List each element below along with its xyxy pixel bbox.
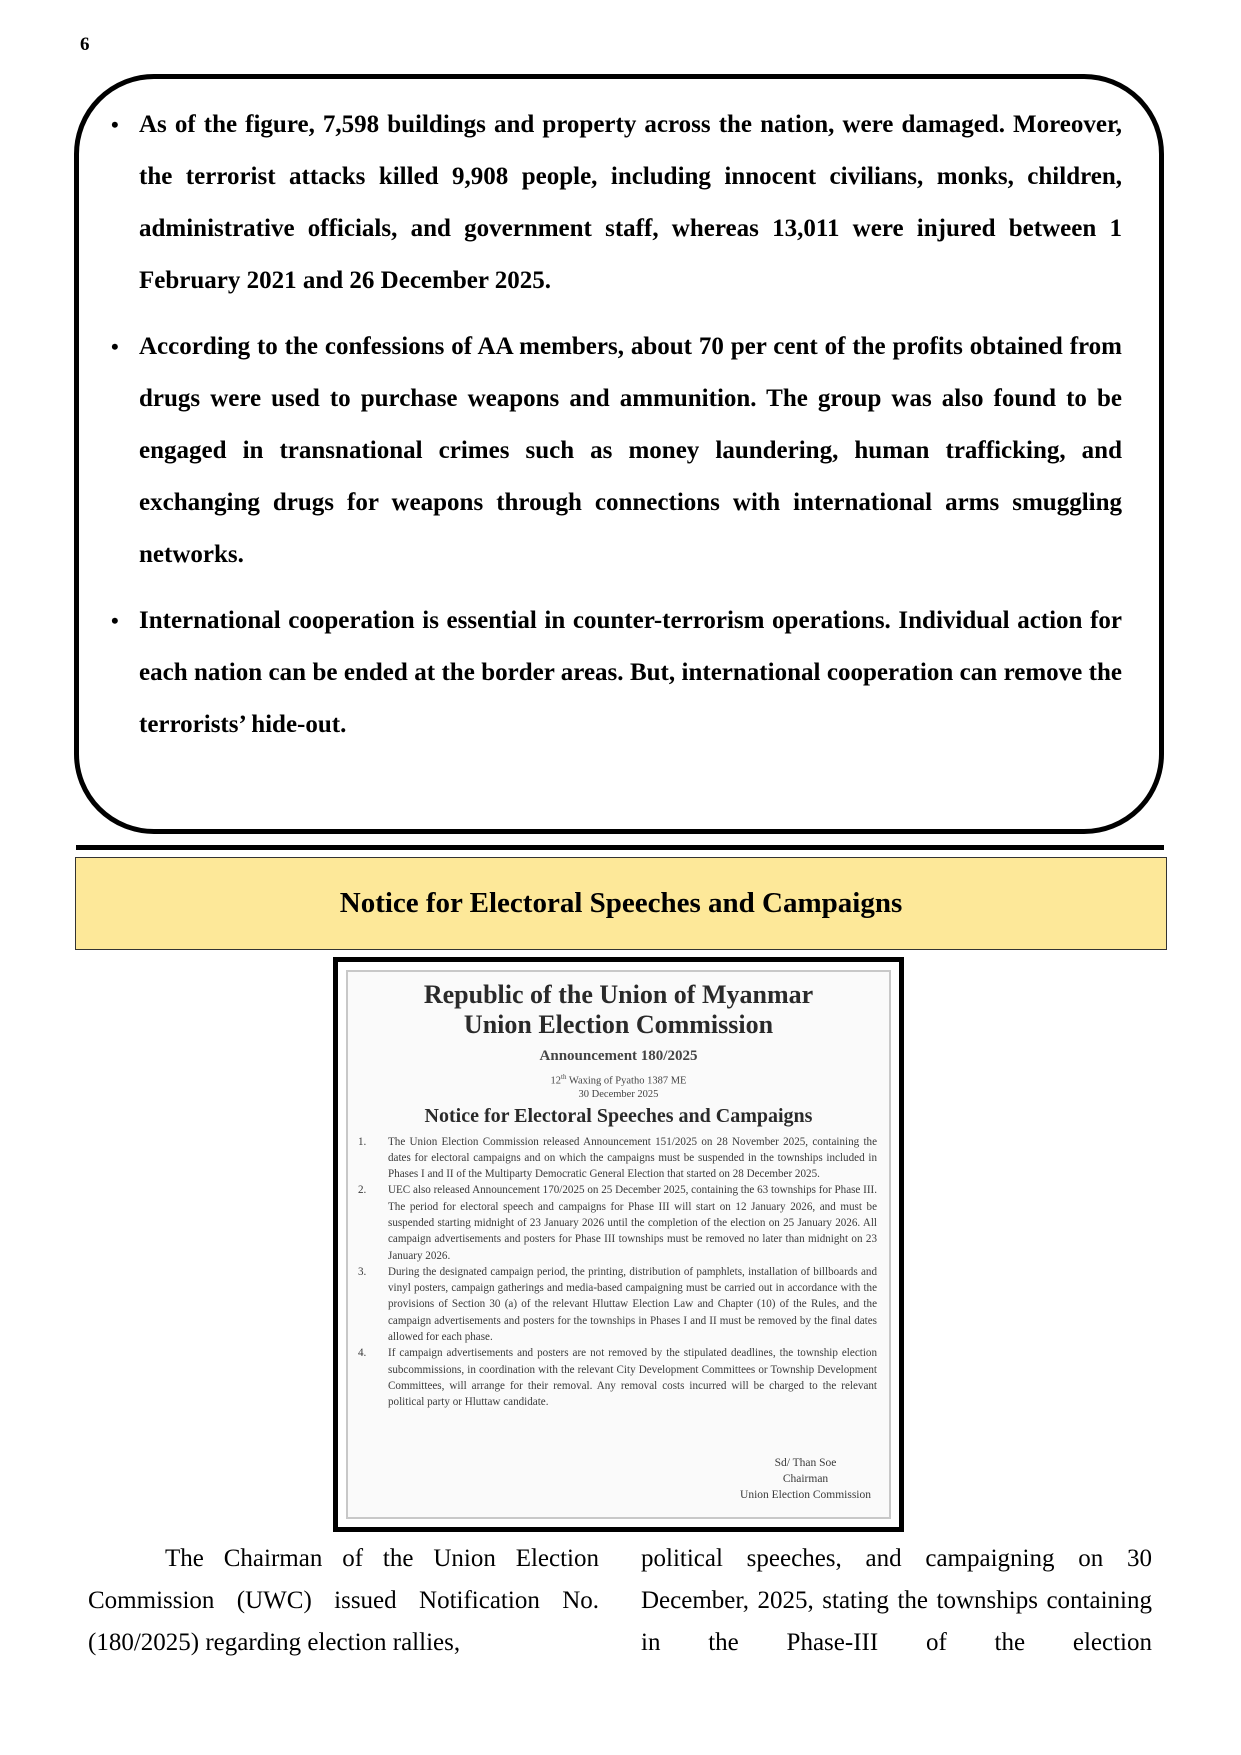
- key-points-box: [74, 74, 1164, 834]
- key-point-item: [111, 595, 1122, 751]
- header-line-republic: Republic of the Union of Myanmar: [423, 980, 814, 1009]
- item-text: If campaign advertisements and posters are not removed by the stipulated deadlines, the township election subcommissions, in coordination with the relevant City Development Committees or Township Development Committees, will arrange for their removal. Any removal costs incurred will be charged to the relevant political party or Hluttaw candidate.: [388, 1347, 877, 1409]
- myanmar-date-suffix: th: [561, 1073, 567, 1081]
- page-number: 6: [80, 34, 90, 55]
- signatory-name: Sd/ Than Soe: [774, 1457, 837, 1469]
- section-banner: [75, 857, 1167, 950]
- body-column-left: The Chairman of the Union Election Commission (UWC) issued Notification No. (180/2025) regarding election rallies,: [88, 1545, 599, 1656]
- announcement-header: [348, 980, 889, 1040]
- key-point-text: International cooperation is essential in counter-terrorism operations. Individual action for each nation can be ended at the border areas. But, international cooperation can remove the terrorists’ hide-out.: [139, 607, 1122, 738]
- signatory-title: Chairman: [782, 1473, 829, 1485]
- announcement-date: [348, 1071, 889, 1101]
- key-point-item: [111, 99, 1122, 307]
- item-number: 1.: [358, 1135, 367, 1148]
- bullet-icon: •: [111, 608, 119, 633]
- announcement-title: Notice for Electoral Speeches and Campaigns: [424, 1104, 813, 1127]
- myanmar-date-day: 12: [550, 1075, 562, 1087]
- bullet-icon: •: [111, 334, 119, 359]
- myanmar-date-rest: Waxing of Pyatho 1387 ME: [566, 1075, 687, 1087]
- section-title: Notice for Electoral Speeches and Campaigns: [339, 887, 903, 919]
- item-text: The Union Election Commission released Announcement 151/2025 on 28 November 2025, containing the dates for electoral campaigns and on which the campaigns must be suspended in the townships included in Phases I and II of the Multiparty Democratic General Election that started on 28 December 2025.: [388, 1135, 877, 1181]
- key-point-item: [111, 321, 1122, 581]
- announcement-number: Announcement 180/2025: [539, 1048, 698, 1064]
- announcement-item: [358, 1264, 877, 1345]
- section-divider: [76, 845, 1164, 850]
- announcement-item: [358, 1182, 877, 1263]
- announcement-image: [333, 957, 904, 1532]
- key-points-list: [111, 99, 1122, 765]
- key-point-text: According to the confessions of AA members, about 70 per cent of the profits obtained from drugs were used to purchase weapons and ammunition. The group was also found to be engaged in transnational crimes such as money laundering, human trafficking, and exchanging drugs for weapons through connections with international arms smuggling networks.: [139, 333, 1122, 568]
- key-point-text: As of the figure, 7,598 buildings and property across the nation, were damaged. Moreover, the terrorist attacks killed 9,908 people, including innocent civilians, monks, children, administrative officials, and government staff, whereas 13,011 were injured between 1 February 2021 and 26 December 2025.: [139, 111, 1122, 294]
- signature-block: [740, 1455, 871, 1503]
- bullet-icon: •: [111, 112, 119, 137]
- announcement-document: [346, 970, 891, 1519]
- body-columns: [88, 1538, 1152, 1664]
- item-number: 3.: [358, 1265, 367, 1278]
- announcement-items: [358, 1134, 877, 1411]
- myanmar-date: [348, 1071, 889, 1088]
- announcement-item: [358, 1134, 877, 1183]
- item-text: During the designated campaign period, the printing, distribution of pamphlets, installation of billboards and vinyl posters, campaign gatherings and media-based campaigning must be carried out in accordance with the provisions of Section 30 (a) of the relevant Hluttaw Election Law and Chapter (10) of the Rules, and the campaign advertisements and posters for the townships in Phases I and II must be removed by the final dates allowed for each phase.: [388, 1265, 877, 1344]
- header-line-commission: Union Election Commission: [463, 1010, 774, 1039]
- gregorian-date: 30 December 2025: [578, 1088, 659, 1100]
- item-text: UEC also released Announcement 170/2025 on 25 December 2025, containing the 63 townships for Phase III. The period for electoral speech and campaigns for Phase III will start on 12 January 2026, and must be suspended starting midnight of 23 January 2026 until the completion of the election on 25 January 2026. All campaign advertisements and posters for Phase III townships must be removed no later than midnight on 23 January 2026.: [388, 1184, 877, 1262]
- item-number: 2.: [358, 1184, 367, 1197]
- body-column-right: political speeches, and campaigning on 30 December, 2025, stating the townships containing in the Phase-III of the election: [641, 1545, 1152, 1656]
- item-number: 4.: [358, 1347, 367, 1360]
- announcement-item: [358, 1345, 877, 1410]
- signatory-organization: Union Election Commission: [740, 1489, 871, 1501]
